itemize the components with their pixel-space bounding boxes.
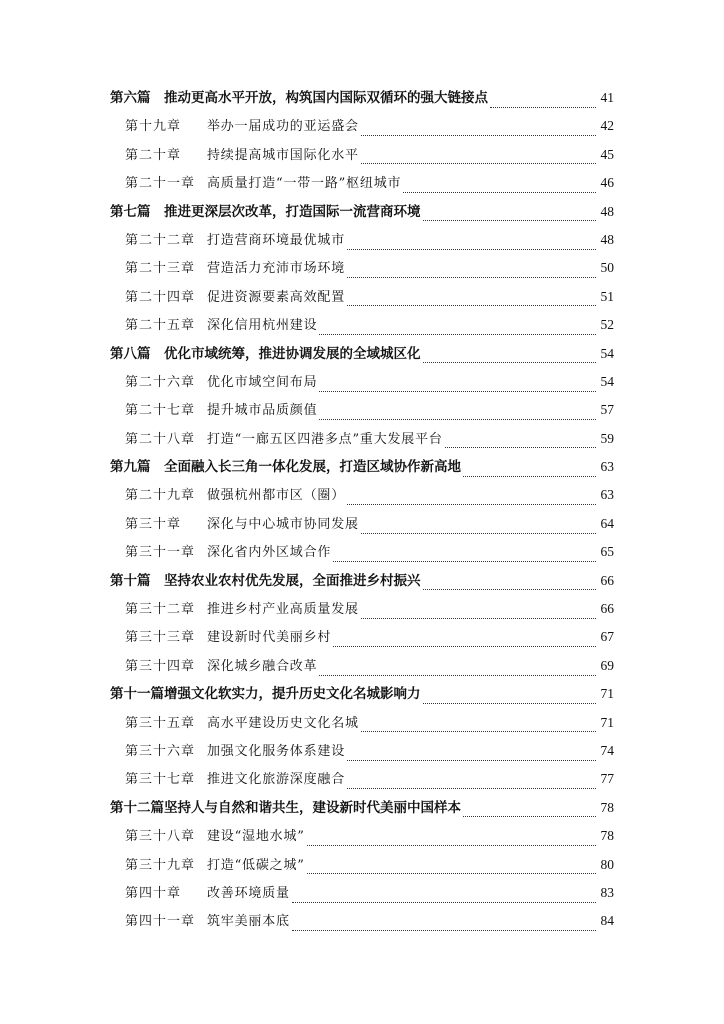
dot-leader	[423, 220, 597, 221]
toc-entry-title: 建设“湿地水城”	[207, 829, 305, 845]
toc-page-number: 64	[600, 515, 614, 531]
toc-chapter-entry[interactable]	[0, 287, 724, 315]
toc-page-number: 63	[600, 459, 614, 475]
toc-entry-title: 推进文化旅游深度融合	[207, 772, 346, 788]
dot-leader	[347, 504, 596, 505]
toc-chapter-entry[interactable]	[0, 911, 724, 939]
dot-leader	[307, 845, 596, 846]
toc-page-number: 52	[600, 317, 614, 333]
toc-part-entry[interactable]	[0, 571, 724, 599]
toc-chapter-entry[interactable]	[0, 826, 724, 854]
toc-entry-label: 第三十六章	[125, 743, 196, 759]
toc-entry-title: 深化省内外区域合作	[207, 545, 332, 561]
toc-page-number: 48	[600, 203, 614, 219]
toc-part-entry[interactable]	[0, 88, 724, 116]
toc-entry-label: 第二十二章	[125, 232, 196, 248]
toc-entry-label: 第三十四章	[125, 658, 196, 674]
toc-part-entry[interactable]	[0, 202, 724, 230]
toc-entry-title: 全面融入长三角一体化发展，打造区域协作新高地	[164, 459, 461, 476]
dot-leader	[361, 533, 596, 534]
toc-chapter-entry[interactable]	[0, 372, 724, 400]
toc-entry-title: 深化与中心城市协同发展	[207, 516, 359, 532]
toc-chapter-entry[interactable]	[0, 315, 724, 343]
toc-page-number: 45	[600, 146, 614, 162]
toc-entry-label: 第三十二章	[125, 602, 196, 618]
toc-entry-label: 第七篇	[110, 203, 151, 220]
dot-leader	[463, 476, 596, 477]
toc-page-number: 78	[600, 799, 614, 815]
toc-page-number: 46	[600, 175, 614, 191]
toc-entry-title: 打造营商环境最优城市	[207, 232, 346, 248]
toc-page-number: 63	[600, 487, 614, 503]
toc-page-number: 41	[600, 90, 614, 105]
toc-entry-label: 第八篇	[110, 345, 151, 362]
toc-page-number: 51	[600, 288, 614, 304]
toc-entry-title: 增强文化软实力，提升历史文化名城影响力	[164, 686, 421, 703]
toc-entry-title: 高水平建设历史文化名城	[207, 715, 359, 731]
toc-page-number: 80	[600, 856, 614, 872]
toc-page-number: 59	[600, 430, 614, 446]
toc-chapter-entry[interactable]	[0, 741, 724, 769]
dot-leader	[292, 930, 596, 931]
toc-entry-label: 第三十九章	[125, 857, 196, 873]
toc-entry-label: 第三十八章	[125, 829, 196, 845]
toc-entry-label: 第二十九章	[125, 488, 196, 504]
toc-entry-title: 优化市域空间布局	[207, 374, 318, 390]
toc-chapter-entry[interactable]	[0, 769, 724, 797]
toc-entry-label: 第四十一章	[125, 914, 196, 930]
toc-entry-title: 坚持人与自然和谐共生，建设新时代美丽中国样本	[164, 799, 461, 816]
toc-entry-title: 建设新时代美丽乡村	[207, 630, 332, 646]
toc-entry-label: 第三十五章	[125, 715, 196, 731]
dot-leader	[403, 192, 596, 193]
toc-entry-label: 第六篇	[110, 90, 151, 106]
toc-entry-title: 营造活力充沛市场环境	[207, 261, 346, 277]
dot-leader	[333, 561, 596, 562]
dot-leader	[319, 419, 596, 420]
toc-chapter-entry[interactable]	[0, 542, 724, 570]
toc-chapter-entry[interactable]	[0, 883, 724, 911]
toc-page-number: 66	[600, 601, 614, 617]
dot-leader	[423, 362, 597, 363]
toc-entry-label: 第二十一章	[125, 176, 196, 192]
toc-chapter-entry[interactable]	[0, 230, 724, 258]
dot-leader	[292, 902, 596, 903]
toc-entry-label: 第二十四章	[125, 289, 196, 305]
toc-entry-label: 第三十三章	[125, 630, 196, 646]
toc-entry-title: 举办一届成功的亚运盛会	[207, 119, 359, 135]
toc-entry-title: 改善环境质量	[207, 885, 290, 901]
dot-leader	[361, 731, 596, 732]
toc-entry-label: 第二十五章	[125, 318, 196, 334]
toc-chapter-entry[interactable]	[0, 485, 724, 513]
toc-chapter-entry[interactable]	[0, 400, 724, 428]
toc-page-number: 65	[600, 544, 614, 560]
toc-entry-title: 推进乡村产业高质量发展	[207, 602, 359, 618]
dot-leader	[307, 873, 596, 874]
toc-entry-label: 第十一篇	[110, 686, 164, 703]
dot-leader	[423, 589, 597, 590]
toc-chapter-entry[interactable]	[0, 514, 724, 542]
toc-entry-label: 第二十章	[125, 147, 182, 163]
toc-page-number: 74	[600, 742, 614, 758]
toc-part-entry[interactable]	[0, 344, 724, 372]
toc-part-entry[interactable]	[0, 798, 724, 826]
toc-entry-title: 促进资源要素高效配置	[207, 289, 346, 305]
toc-entry-label: 第十篇	[110, 572, 151, 589]
table-of-contents	[0, 88, 724, 940]
toc-page-number: 54	[600, 373, 614, 389]
toc-entry-title: 做强杭州都市区（圈）	[207, 488, 346, 504]
toc-page-number: 71	[600, 714, 614, 730]
toc-page-number: 57	[600, 402, 614, 418]
dot-leader	[319, 391, 596, 392]
dot-leader	[490, 107, 596, 108]
toc-entry-title: 深化信用杭州建设	[207, 318, 318, 334]
toc-chapter-entry[interactable]	[0, 627, 724, 655]
toc-entry-title: 筑牢美丽本底	[207, 914, 290, 930]
toc-entry-title: 坚持农业农村优先发展，全面推进乡村振兴	[164, 572, 421, 589]
toc-entry-title: 提升城市品质颜值	[207, 403, 318, 419]
toc-chapter-entry[interactable]	[0, 258, 724, 286]
toc-entry-title: 优化市域统筹，推进协调发展的全域城区化	[164, 345, 421, 362]
dot-leader	[347, 788, 596, 789]
toc-chapter-entry[interactable]	[0, 116, 724, 144]
toc-page-number: 78	[600, 828, 614, 844]
toc-chapter-entry[interactable]	[0, 656, 724, 684]
toc-entry-title: 高质量打造“一带一路”枢纽城市	[207, 176, 402, 192]
toc-chapter-entry[interactable]	[0, 145, 724, 173]
toc-part-entry[interactable]	[0, 684, 724, 712]
dot-leader	[347, 277, 596, 278]
dot-leader	[361, 135, 596, 136]
toc-entry-title: 推进更深层次改革，打造国际一流营商环境	[164, 203, 421, 220]
toc-entry-label: 第三十一章	[125, 545, 196, 561]
toc-entry-label: 第二十六章	[125, 374, 196, 390]
toc-page-number: 67	[600, 629, 614, 645]
toc-chapter-entry[interactable]	[0, 429, 724, 457]
toc-entry-title: 加强文化服务体系建设	[207, 743, 346, 759]
dot-leader	[347, 249, 596, 250]
dot-leader	[463, 816, 596, 817]
toc-entry-label: 第十九章	[125, 119, 182, 135]
toc-part-entry[interactable]	[0, 457, 724, 485]
toc-entry-label: 第三十七章	[125, 772, 196, 788]
toc-page-number: 83	[600, 884, 614, 900]
toc-page-number: 48	[600, 231, 614, 247]
toc-chapter-entry[interactable]	[0, 855, 724, 883]
toc-chapter-entry[interactable]	[0, 599, 724, 627]
toc-page-number: 42	[600, 118, 614, 134]
toc-page-number: 54	[600, 345, 614, 361]
dot-leader	[347, 760, 596, 761]
toc-entry-title: 打造“低碳之城”	[207, 857, 305, 873]
toc-page-number: 69	[600, 657, 614, 673]
toc-entry-label: 第二十八章	[125, 431, 196, 447]
toc-chapter-entry[interactable]	[0, 173, 724, 201]
toc-entry-title: 持续提高城市国际化水平	[207, 147, 359, 163]
toc-entry-title: 打造“一廊五区四港多点”重大发展平台	[207, 431, 443, 447]
toc-entry-label: 第十二篇	[110, 799, 164, 816]
toc-chapter-entry[interactable]	[0, 713, 724, 741]
dot-leader	[361, 618, 596, 619]
dot-leader	[445, 447, 596, 448]
dot-leader	[423, 703, 597, 704]
dot-leader	[333, 646, 596, 647]
toc-entry-label: 第三十章	[125, 516, 182, 532]
dot-leader	[361, 163, 596, 164]
toc-page-number: 71	[600, 686, 614, 702]
toc-entry-title: 深化城乡融合改革	[207, 658, 318, 674]
dot-leader	[347, 305, 596, 306]
toc-entry-label: 第四十章	[125, 885, 182, 901]
toc-entry-title: 推动更高水平开放，构筑国内国际双循环的强大链接点	[164, 90, 488, 106]
toc-entry-label: 第九篇	[110, 459, 151, 476]
toc-page-number: 77	[600, 771, 614, 787]
dot-leader	[319, 675, 596, 676]
toc-page-number: 84	[600, 913, 614, 929]
toc-page-number: 50	[600, 260, 614, 276]
dot-leader	[319, 334, 596, 335]
toc-entry-label: 第二十三章	[125, 261, 196, 277]
toc-entry-label: 第二十七章	[125, 403, 196, 419]
toc-page-number: 66	[600, 572, 614, 588]
